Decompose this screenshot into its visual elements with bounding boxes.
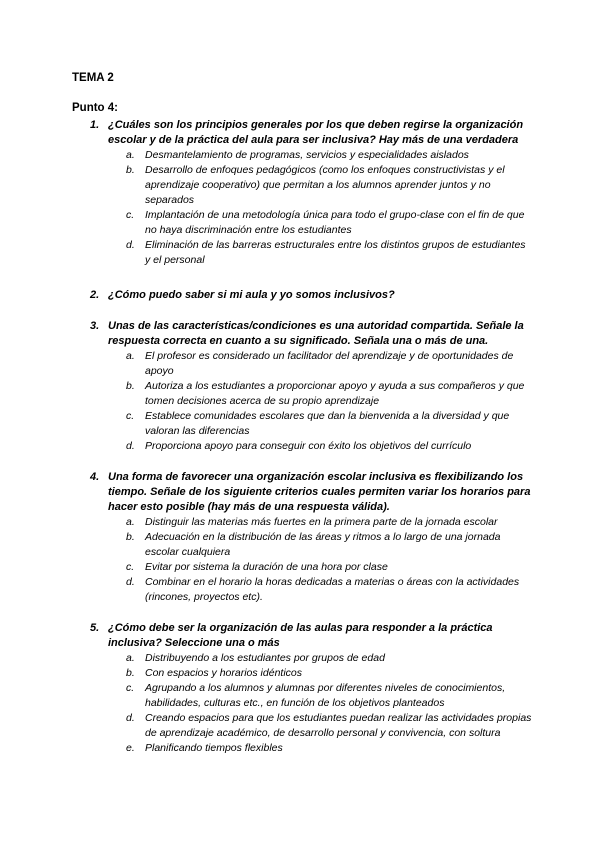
option-letter: a. bbox=[126, 652, 135, 664]
option-item bbox=[108, 148, 532, 163]
option-item bbox=[108, 163, 532, 208]
option-text: Establece comunidades escolares que dan la bienvenida a la diversidad y que valoran las diferencias bbox=[145, 410, 510, 437]
option-letter: a. bbox=[126, 516, 135, 528]
option-text: Distribuyendo a los estudiantes por grupos de edad bbox=[145, 652, 385, 664]
option-text: Combinar en el horario la horas dedicadas a materias o áreas con la actividades (rincones, proyectos etc). bbox=[145, 576, 520, 603]
option-text: Adecuación en la distribución de las áreas y ritmos a lo largo de una jornada escolar cualquiera bbox=[145, 531, 501, 558]
option-text: Con espacios y horarios idénticos bbox=[145, 667, 302, 679]
option-item bbox=[108, 575, 532, 605]
option-letter: d. bbox=[126, 712, 135, 724]
option-text: Evitar por sistema la duración de una hora por clase bbox=[145, 561, 388, 573]
option-item bbox=[108, 651, 532, 666]
option-letter: c. bbox=[126, 410, 135, 422]
option-letter: b. bbox=[126, 531, 135, 543]
question-4 bbox=[72, 470, 532, 605]
option-list bbox=[108, 349, 532, 454]
option-text: El profesor es considerado un facilitador del aprendizaje y de oportunidades de apoyo bbox=[145, 350, 514, 377]
option-item bbox=[108, 741, 532, 756]
option-text: Eliminación de las barreras estructurales entre los distintos grupos de estudiantes y el personal bbox=[145, 239, 526, 266]
option-letter: a. bbox=[126, 350, 135, 362]
option-list bbox=[108, 148, 532, 268]
option-item bbox=[108, 666, 532, 681]
option-letter: e. bbox=[126, 742, 135, 754]
option-item bbox=[108, 208, 532, 238]
option-letter: b. bbox=[126, 164, 135, 176]
question-number: 3. bbox=[90, 320, 100, 332]
question-number: 5. bbox=[90, 622, 100, 634]
option-item bbox=[108, 238, 532, 268]
option-letter: c. bbox=[126, 682, 135, 694]
option-text: Desarrollo de enfoques pedagógicos (como los enfoques constructivistas y el aprendizaje cooperativo) que permitan a los alumnos aprender juntos y no separados bbox=[145, 164, 505, 206]
option-item bbox=[108, 379, 532, 409]
option-item bbox=[108, 711, 532, 741]
option-item bbox=[108, 409, 532, 439]
option-item bbox=[108, 681, 532, 711]
option-text: Autoriza a los estudiantes a proporcionar apoyo y ayuda a sus compañeros y que tomen decisiones acerca de su propio aprendizaje bbox=[145, 380, 525, 407]
document-title: TEMA 2 bbox=[72, 72, 114, 84]
question-text: Una forma de favorecer una organización escolar inclusiva es flexibilizando los tiempo. Señale de los siguiente criterios cuales permiten variar los horarios para hacer esto posible (hay más de una respuesta válida). bbox=[108, 471, 531, 513]
option-item bbox=[108, 530, 532, 560]
option-letter: d. bbox=[126, 440, 135, 452]
option-item bbox=[108, 515, 532, 530]
option-item bbox=[108, 349, 532, 379]
option-text: Agrupando a los alumnos y alumnas por diferentes niveles de conocimientos, habilidades, culturas etc., en función de los objetivos planteados bbox=[145, 682, 506, 709]
option-text: Planificando tiempos flexibles bbox=[145, 742, 283, 754]
question-text: ¿Cómo puedo saber si mi aula y yo somos inclusivos? bbox=[108, 289, 395, 301]
option-list bbox=[108, 651, 532, 756]
question-5 bbox=[72, 621, 532, 756]
option-text: Proporciona apoyo para conseguir con éxito los objetivos del currículo bbox=[145, 440, 472, 452]
option-item bbox=[108, 439, 532, 454]
option-text: Distinguir las materias más fuertes en la primera parte de la jornada escolar bbox=[145, 516, 498, 528]
option-list bbox=[108, 515, 532, 605]
question-number: 1. bbox=[90, 119, 100, 131]
option-letter: a. bbox=[126, 149, 135, 161]
option-item bbox=[108, 560, 532, 575]
option-text: Desmantelamiento de programas, servicios y especialidades aislados bbox=[145, 149, 469, 161]
question-1 bbox=[72, 118, 532, 268]
question-number: 2. bbox=[90, 289, 100, 301]
question-text: Unas de las características/condiciones es una autoridad compartida. Señale la respuesta correcta en cuanto a su significado. Señala una o más de una. bbox=[108, 320, 524, 347]
question-3 bbox=[72, 319, 532, 454]
option-text: Implantación de una metodología única para todo el grupo-clase con el fin de que no haya discriminación entre los estudiantes bbox=[145, 209, 525, 236]
option-letter: b. bbox=[126, 667, 135, 679]
question-text: ¿Cuáles son los principios generales por los que deben regirse la organización escolar y de la práctica del aula para ser inclusiva? Hay más de una verdadera bbox=[108, 119, 524, 146]
section-heading: Punto 4: bbox=[72, 102, 118, 114]
option-text: Creando espacios para que los estudiantes puedan realizar las actividades propias de aprendizaje académico, de desarrollo personal y convivencia, con soltura bbox=[145, 712, 532, 739]
option-letter: d. bbox=[126, 239, 135, 251]
option-letter: c. bbox=[126, 209, 135, 221]
question-list bbox=[72, 118, 532, 756]
question-text: ¿Cómo debe ser la organización de las aulas para responder a la práctica inclusiva? Seleccione una o más bbox=[108, 622, 493, 649]
question-number: 4. bbox=[90, 471, 100, 483]
question-2 bbox=[72, 288, 532, 303]
option-letter: b. bbox=[126, 380, 135, 392]
option-letter: d. bbox=[126, 576, 135, 588]
option-letter: c. bbox=[126, 561, 135, 573]
